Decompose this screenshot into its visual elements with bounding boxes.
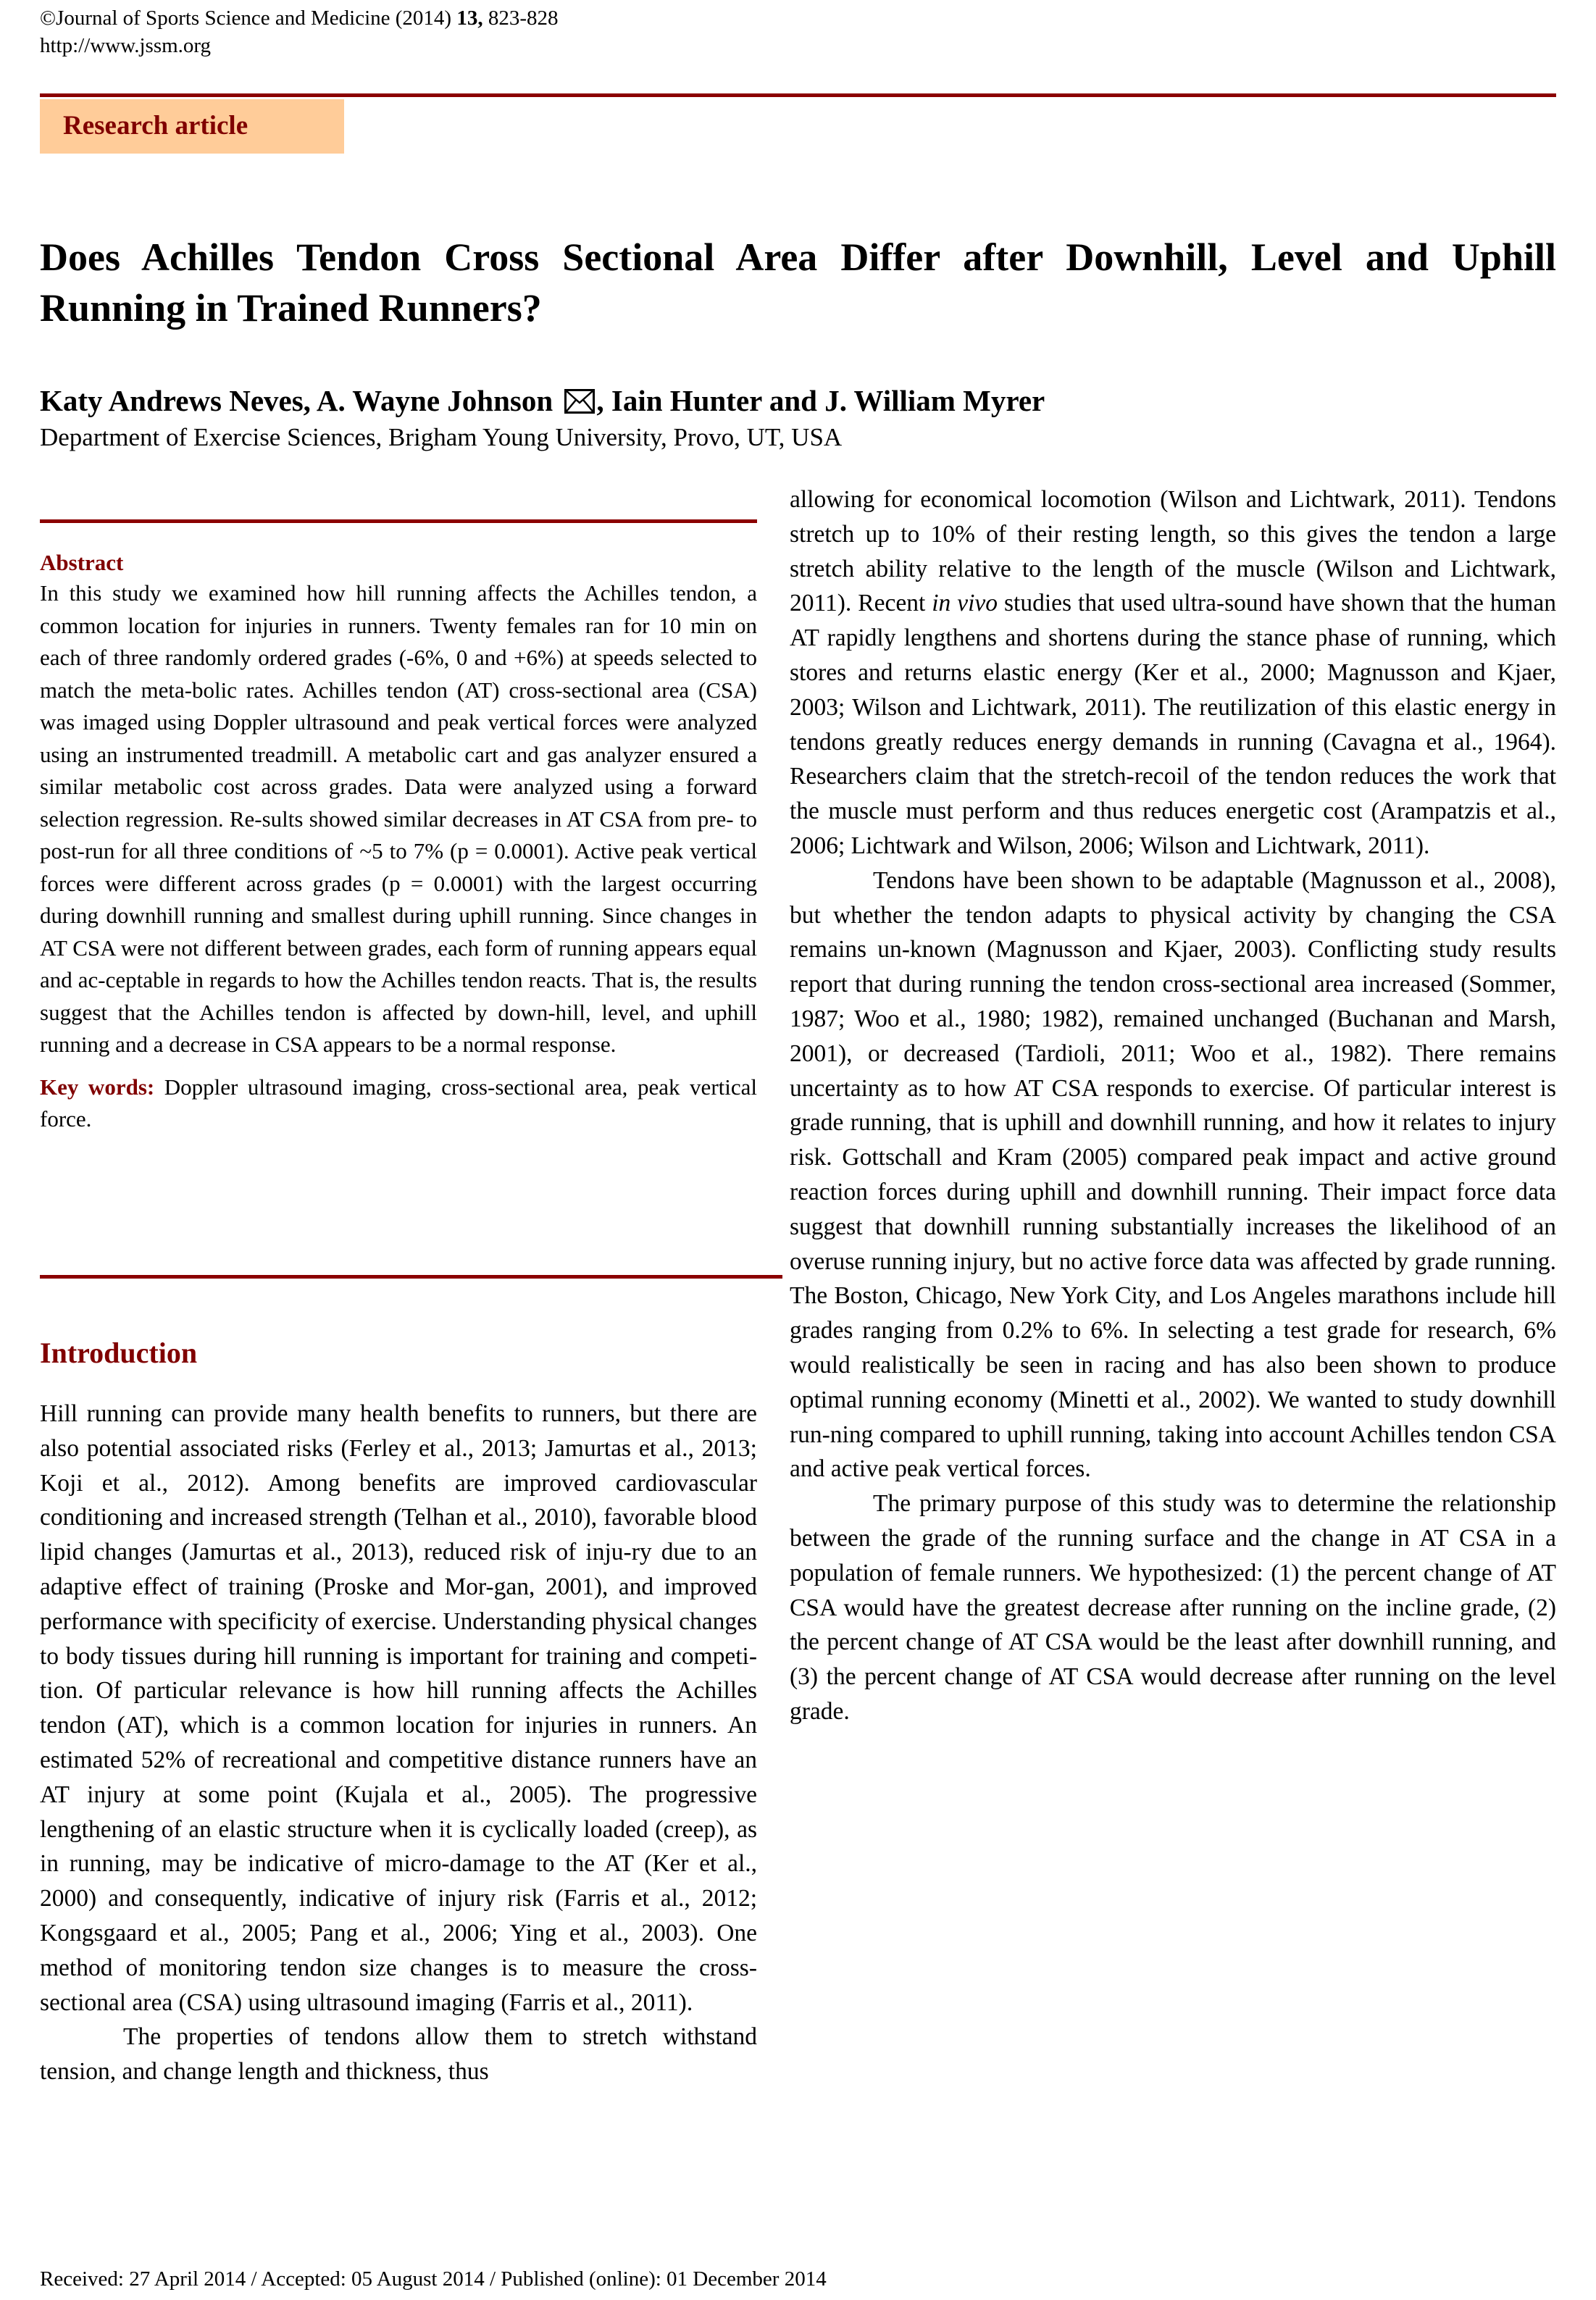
abstract-text: In this study we examined how hill running affects the Achilles tendon, a common location for injuries in runners. Twenty females ran for 10 min on each of three randomly ordered grades (-6%, 0 and +6%) at speeds selected to match the meta-bolic rates. Achilles tendon (AT) cross-sectional area (CSA) was imaged using Doppler ultrasound and peak vertical forces were analyzed using an instrumented treadmill. A metabolic cart and gas analyzer ensured a similar metabolic cost across grades. Data were analyzed using a forward selection regression. Re-sults showed similar decreases in AT CSA from pre- to post-run for all three conditions of ~5 to 7% (p = 0.0001). Active peak vertical forces were different across grades (p = 0.0001) with the largest occurring during downhill running and smallest during uphill running. Since changes in AT CSA were not different between grades, each form of running appears equal and ac-ceptable in regards to how the Achilles tendon reacts. That is, the results suggest that the Achilles tendon is affected by down-hill, level, and uphill running and a decrease in CSA appears to be a normal response.: [40, 580, 757, 1057]
keywords-text: Doppler ultrasound imaging, cross-sectional area, peak vertical force.: [40, 1074, 757, 1132]
journal-pages: 823-828: [482, 7, 559, 30]
intro-paragraph-2-start: The properties of tendons allow them to stretch withstand tension, and change length and thickness, thus: [40, 2023, 757, 2086]
article-type-badge: [40, 99, 344, 154]
abstract-heading: Abstract: [40, 550, 124, 575]
introduction-heading: Introduction: [40, 1337, 198, 1369]
keywords-label: Key words:: [40, 1074, 155, 1100]
intro-paragraph-2-cont: [790, 482, 1556, 863]
keywords: [40, 1071, 757, 1136]
intro-paragraph-4: The primary purpose of this study was to determine the relationship between the grade of the running surface and the change in AT CSA in a population of female runners. We hypothesized: (1) the percent change of AT CSA would have the greatest decrease after running on the incline grade, (2) the percent change of AT CSA would be the least after downhill running, and (3) the percent change of AT CSA would decrease after running on the level grade.: [790, 1490, 1556, 1725]
text-run: studies that used ultra-sound have shown that the human AT rapidly lengthens and shortens during the stance phase of running, which stores and returns elastic energy (Ker et al., 2000; Magnusson and Kjaer, 2003; Wilson and Lichtwark, 2011). The reutilization of this elastic energy in tendons greatly reduces energy demands in running (Cavagna et al., 1964). Researchers claim that the stretch-recoil of the tendon reduces the work that the muscle must perform and thus reduces energetic cost (Arampatzis et al., 2006; Lichtwark and Wilson, 2006; Wilson and Lichtwark, 2011).: [790, 590, 1556, 859]
intro-paragraph-3: Tendons have been shown to be adaptable (Magnusson et al., 2008), but whether the tendon adapts to physical activity by changing the CSA remains un-known (Magnusson and Kjaer, 2003). Conflicting study results report that during running the tendon cross-sectional area increased (Sommer, 1987; Woo et al., 1980; 1982), remained unchanged (Buchanan and Marsh, 2001), or decreased (Tardioli, 2011; Woo et al., 1982). There remains uncertainty as to how AT CSA responds to exercise. Of particular interest is grade running, that is uphill and downhill running, and how it relates to injury risk. Gottschall and Kram (2005) compared peak impact and active ground reaction forces during uphill and downhill running. Their impact force data suggest that downhill running substantially increases the likelihood of an overuse running injury, but no active force data was affected by grade running. The Boston, Chicago, New York City, and Los Angeles marathons include hill grades ranging from 0.2% to 6%. In selecting a test grade for research, 6% would realistically be seen in racing and has also been shown to produce optimal running economy (Minetti et al., 2002). We wanted to study downhill run-ning compared to uphill running, taking into account Achilles tendon CSA and active peak vertical forces.: [790, 866, 1556, 1483]
intro-paragraph-1: Hill running can provide many health benefits to runners, but there are also potential associated risks (Ferley et al., 2013; Jamurtas et al., 2013; Koji et al., 2012). Among benefits are improved cardiovascular conditioning and increased strength (Telhan et al., 2010), favorable blood lipid changes (Jamurtas et al., 2013), reduced risk of inju-ry due to an adaptive effect of training (Proske and Mor-gan, 2001), and improved performance with specificity of exercise. Understanding physical changes to body tissues during hill running is important for training and competi-tion. Of particular relevance is how hill running affects the Achilles tendon (AT), which is a common location for injuries in runners. An estimated 52% of recreational and competitive distance runners have an AT injury at some point (Kujala et al., 2005). The progressive lengthening of an elastic structure when it is cyclically loaded (creep), as in running, may be indicative of micro-damage to the AT (Ker et al., 2000) and consequently, indicative of injury risk (Farris et al., 2012; Kongsgaard et al., 2005; Pang et al., 2006; Ying et al., 2003). One method of monitoring tendon size changes is to measure the cross-sectional area (CSA) using ultrasound imaging (Farris et al., 2011).: [40, 1400, 757, 2016]
affiliation: Department of Exercise Sciences, Brigham Young University, Provo, UT, USA: [40, 423, 843, 451]
publication-dates: Received: 27 April 2014 / Accepted: 05 August 2014 / Published (online): 01 December 2014: [40, 2267, 827, 2291]
article-type-label: Research article: [63, 111, 248, 141]
introduction-left-column: [40, 1397, 757, 2089]
envelope-icon[interactable]: [564, 385, 595, 410]
text-run: allowing for economical locomotion (Wilson and Lichtwark, 2011). Tendons stretch up to 10% of their resting length, so this gives the tendon a large stretch ability relative to the length of the muscle (Wilson and Lichtwark, 2011). Recent: [790, 486, 1556, 617]
article-title: Does Achilles Tendon Cross Sectional Area Differ after Downhill, Level and Uphill Running in Trained Runners?: [40, 235, 1556, 330]
abstract-top-divider: [40, 519, 757, 523]
authors-first: Katy Andrews Neves, A. Wayne Johnson: [40, 384, 553, 417]
header-divider: [40, 93, 1556, 97]
author-list: [40, 382, 1045, 419]
journal-volume: 13,: [456, 7, 483, 30]
abstract-bottom-divider: [40, 1275, 782, 1279]
journal-name: ©Journal of Sports Science and Medicine (2014): [40, 7, 457, 30]
journal-citation: [40, 4, 559, 32]
italic-term: in vivo: [932, 590, 998, 617]
abstract-body: [40, 577, 757, 1136]
introduction-right-column: [790, 482, 1556, 1729]
authors-rest: , Iain Hunter and J. William Myrer: [596, 384, 1045, 417]
journal-url[interactable]: http://www.jssm.org: [40, 34, 212, 57]
